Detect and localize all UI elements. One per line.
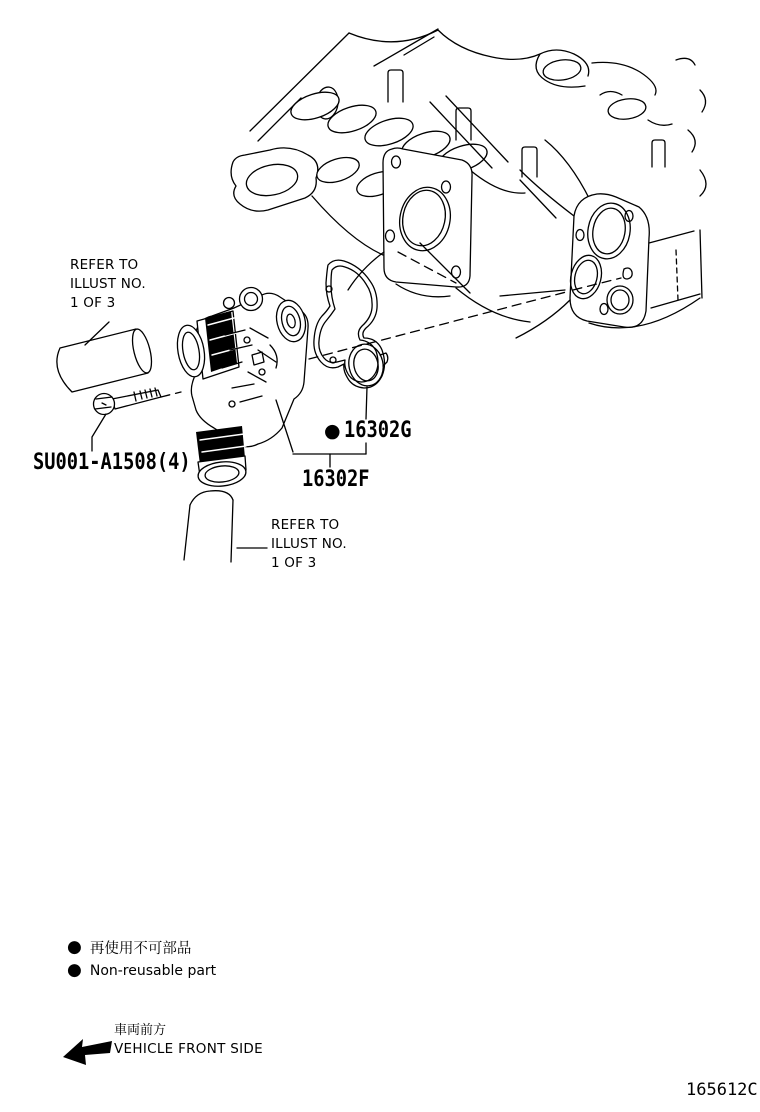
refer-note-line: 1 OF 3	[70, 295, 116, 311]
non-reusable-bullet-icon: ●	[67, 960, 82, 980]
diagram-code: 165612C	[686, 1080, 758, 1100]
legend	[67, 936, 216, 982]
refer-note-upper	[70, 256, 146, 313]
refer-note-line: ILLUST NO.	[271, 536, 347, 552]
callout-bolt-part-number[interactable]	[33, 451, 218, 475]
part-number-text: SU001-A1508(4)	[33, 450, 191, 475]
vehicle-front-text-en: VEHICLE FRONT SIDE	[114, 1041, 263, 1057]
bolt-drawing	[94, 388, 162, 415]
refer-note-line: REFER TO	[271, 517, 340, 533]
vehicle-front-text-jp: 車両前方	[114, 1023, 167, 1038]
callout-water-inlet-part-number[interactable]	[302, 468, 381, 492]
legend-row-jp	[67, 936, 216, 959]
lower-pipe-stub-drawing	[184, 491, 233, 562]
vehicle-front-arrow-icon	[63, 1039, 112, 1065]
part-number-text: 16302F	[302, 467, 370, 492]
legend-row-en	[67, 959, 216, 982]
non-reusable-bullet-icon: ●	[67, 937, 82, 957]
callout-gasket-part-number[interactable]	[324, 419, 423, 443]
part-number-text: 16302G	[343, 418, 412, 443]
gasket-16302g-drawing	[314, 260, 388, 389]
refer-note-lower	[271, 516, 347, 573]
non-reusable-bullet-icon: ●	[324, 420, 341, 442]
engine-block-drawing	[231, 29, 706, 338]
legend-text-en: Non-reusable part	[89, 962, 217, 979]
legend-text-jp: 再使用不可部品	[89, 941, 192, 957]
upper-hose-stub-drawing	[57, 327, 155, 392]
refer-note-line: REFER TO	[70, 257, 139, 273]
centerline-bolt-segment	[161, 392, 181, 397]
refer-note-line: 1 OF 3	[271, 555, 317, 571]
vehicle-front-label	[114, 1022, 263, 1058]
refer-note-line: ILLUST NO.	[70, 276, 146, 292]
